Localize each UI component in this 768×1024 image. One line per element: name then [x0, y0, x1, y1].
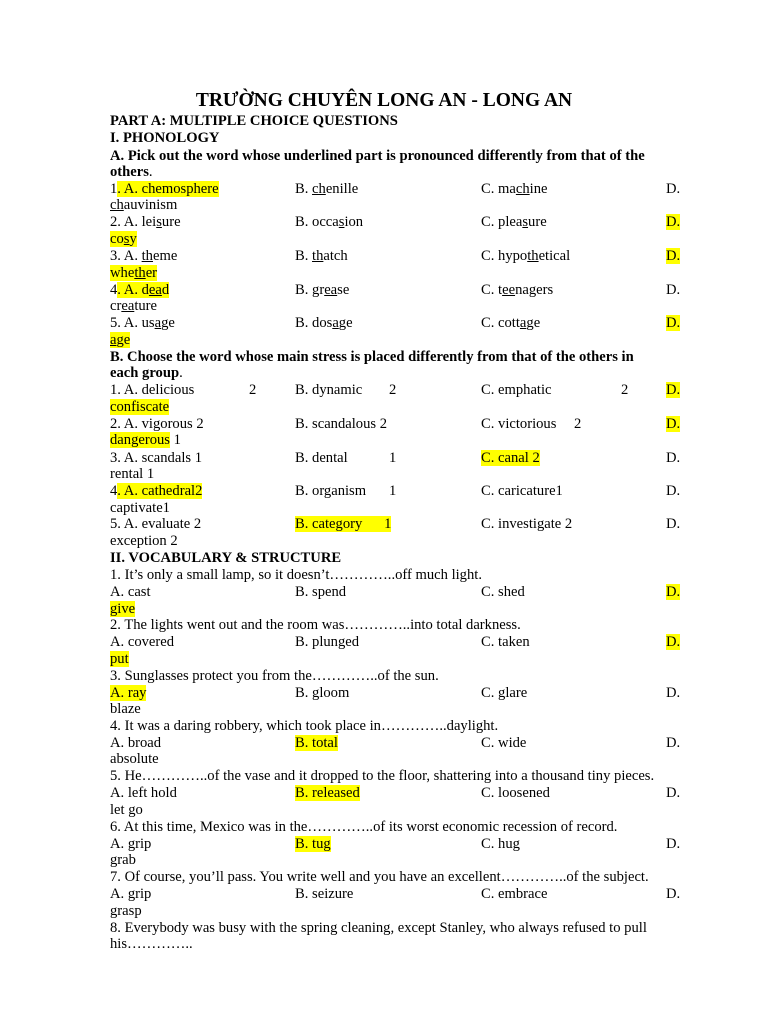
vocab-q4-stem: 4. It was a daring robbery, which took place in…………..daylight.	[110, 718, 499, 734]
vocab-q1-stem: 1. It’s only a small lamp, so it doesn’t…………..off much light.	[110, 567, 482, 583]
stress-q1-option-b: B. dynamic	[295, 382, 363, 398]
vocab-q2-option-d-label: D.	[666, 634, 681, 650]
stress-q5-option-b: B. category 1	[295, 516, 392, 532]
phon-q4-option-a: 4. A. dead	[110, 282, 170, 298]
vocab-q2-option-b: B. plunged	[295, 634, 360, 650]
phon-q3-option-d: whether	[110, 265, 158, 281]
vocab-q2-option-c: C. taken	[481, 634, 530, 650]
stress-q4-option-d-label: D.	[666, 483, 681, 499]
vocab-q6-stem: 6. At this time, Mexico was in the…………..of its worst economic recession of record.	[110, 819, 618, 835]
phon-q4-option-c: C. teenagers	[481, 282, 554, 298]
vocab-q3-option-c: C. glare	[481, 685, 528, 701]
phon-q2-option-c: C. pleasure	[481, 214, 547, 230]
vocab-q6-option-a: A. grip	[110, 836, 152, 852]
vocab-q4-option-a: A. broad	[110, 735, 162, 751]
phon-q2-option-d-label: D.	[666, 214, 681, 230]
phon-q5-option-b: B. dosage	[295, 315, 353, 331]
vocab-q1-option-b: B. spend	[295, 584, 347, 600]
vocab-q8-stem-line2: his…………..	[110, 936, 193, 952]
stress-q1-option-c: C. emphatic	[481, 382, 552, 398]
vocab-q5-stem: 5. He…………..of the vase and it dropped to the floor, shattering into a thousand tiny pieces.	[110, 768, 655, 784]
stress-q5-option-c: C. investigate 2	[481, 516, 573, 532]
vocab-q7-option-d: grasp	[110, 903, 142, 919]
vocab-q1-option-a: A. cast	[110, 584, 151, 600]
phon-q3-option-d-label: D.	[666, 248, 681, 264]
page-title: TRƯỜNG CHUYÊN LONG AN - LONG AN	[195, 90, 573, 111]
vocab-q5-option-c: C. loosened	[481, 785, 550, 801]
vocab-heading: II. VOCABULARY & STRUCTURE	[110, 550, 342, 566]
phon-q4-option-d: creature	[110, 298, 158, 314]
stress-q2-option-c-count: 2	[574, 416, 582, 432]
vocab-q4-option-d-label: D.	[666, 735, 681, 751]
stress-q3-option-a: 3. A. scandals 1	[110, 450, 203, 466]
phon-q5-option-d-label: D.	[666, 315, 681, 331]
stress-q3-option-d: rental 1	[110, 466, 155, 482]
vocab-q5-option-d-label: D.	[666, 785, 681, 801]
vocab-q8-stem-line1: 8. Everybody was busy with the spring cleaning, except Stanley, who always refused to pull	[110, 920, 647, 936]
phon-q1-option-d-label: D.	[666, 181, 681, 197]
vocab-q3-option-a: A. ray	[110, 685, 147, 701]
stress-q1-option-d-label: D.	[666, 382, 681, 398]
stress-q3-option-b-count: 1	[389, 450, 397, 466]
stress-q5-option-d-label: D.	[666, 516, 681, 532]
vocab-q1-option-d-label: D.	[666, 584, 681, 600]
stress-q2-option-c: C. victorious	[481, 416, 557, 432]
vocab-q3-option-d: blaze	[110, 701, 141, 717]
stress-q3-option-d-label: D.	[666, 450, 681, 466]
vocab-q2-stem: 2. The lights went out and the room was…………..into total darkness.	[110, 617, 521, 633]
phon-q2-option-a: 2. A. leisure	[110, 214, 181, 230]
vocab-q7-option-b: B. seizure	[295, 886, 354, 902]
stress-q1-option-a: 1. A. delicious	[110, 382, 195, 398]
vocab-q1-option-d: give	[110, 601, 136, 617]
stress-q4-option-a: 4. A. cathedral2	[110, 483, 203, 499]
vocab-q2-option-a: A. covered	[110, 634, 175, 650]
vocab-q5-option-b: B. released	[295, 785, 360, 801]
vocab-q4-option-d: absolute	[110, 751, 159, 767]
phon-q1-option-a: 1. A. chemosphere	[110, 181, 219, 197]
phon-q3-option-b: B. thatch	[295, 248, 348, 264]
stress-q1-option-b-count: 2	[389, 382, 397, 398]
stress-q2-option-b: B. scandalous 2	[295, 416, 388, 432]
vocab-q5-option-d: let go	[110, 802, 143, 818]
vocab-q6-option-c: C. hug	[481, 836, 520, 852]
vocab-q4-option-c: C. wide	[481, 735, 527, 751]
stress-q4-option-b-count: 1	[389, 483, 397, 499]
vocab-q7-option-c: C. embrace	[481, 886, 548, 902]
phon-q3-option-c: C. hypothetical	[481, 248, 571, 264]
vocab-q5-option-a: A. left hold	[110, 785, 177, 801]
instruction-b-line2: each group.	[110, 365, 183, 381]
stress-q3-option-b: B. dental	[295, 450, 348, 466]
stress-q4-option-c: C. caricature1	[481, 483, 563, 499]
stress-q2-option-d: dangerous 1	[110, 432, 181, 448]
phon-q4-option-d-label: D.	[666, 282, 681, 298]
vocab-q6-option-b: B. tug	[295, 836, 331, 852]
phon-q1-option-c: C. machine	[481, 181, 548, 197]
vocab-q7-option-d-label: D.	[666, 886, 681, 902]
phon-q2-option-b: B. occasion	[295, 214, 364, 230]
vocab-q3-option-b: B. gloom	[295, 685, 350, 701]
instruction-b-line1: B. Choose the word whose main stress is placed differently from that of the others in	[110, 349, 634, 365]
stress-q5-option-d: exception 2	[110, 533, 178, 549]
vocab-q1-option-c: C. shed	[481, 584, 525, 600]
stress-q3-option-c: C. canal 2	[481, 450, 540, 466]
vocab-q7-stem: 7. Of course, you’ll pass. You write well and you have an excellent…………..of the subject.	[110, 869, 649, 885]
part-a-heading: PART A: MULTIPLE CHOICE QUESTIONS	[110, 113, 398, 129]
vocab-q4-option-b: B. total	[295, 735, 338, 751]
stress-q4-option-d: captivate1	[110, 500, 170, 516]
stress-q2-option-d-label: D.	[666, 416, 681, 432]
stress-q2-option-a: 2. A. vigorous 2	[110, 416, 204, 432]
vocab-q3-stem: 3. Sunglasses protect you from the…………..of the sun.	[110, 668, 439, 684]
phon-q4-option-b: B. grease	[295, 282, 350, 298]
stress-q4-option-b: B. organism	[295, 483, 367, 499]
vocab-q6-option-d: grab	[110, 852, 136, 868]
vocab-q3-option-d-label: D.	[666, 685, 681, 701]
stress-q1-option-a-count: 2	[249, 382, 257, 398]
phon-q1-option-b: B. chenille	[295, 181, 359, 197]
stress-q1-option-d: confiscate	[110, 399, 170, 415]
stress-q5-option-a: 5. A. evaluate 2	[110, 516, 202, 532]
phon-q2-option-d: cosy	[110, 231, 137, 247]
phon-q5-option-c: C. cottage	[481, 315, 541, 331]
vocab-q6-option-d-label: D.	[666, 836, 681, 852]
vocab-q2-option-d: put	[110, 651, 129, 667]
instruction-a-line2: others.	[110, 164, 153, 180]
phonology-heading: I. PHONOLOGY	[110, 130, 220, 146]
instruction-a-line1: A. Pick out the word whose underlined part is pronounced differently from that of the	[110, 148, 645, 164]
phon-q5-option-a: 5. A. usage	[110, 315, 175, 331]
phon-q3-option-a: 3. A. theme	[110, 248, 178, 264]
phon-q5-option-d: age	[110, 332, 131, 348]
vocab-q7-option-a: A. grip	[110, 886, 152, 902]
phon-q1-option-d: chauvinism	[110, 197, 178, 213]
stress-q1-option-c-count: 2	[621, 382, 629, 398]
